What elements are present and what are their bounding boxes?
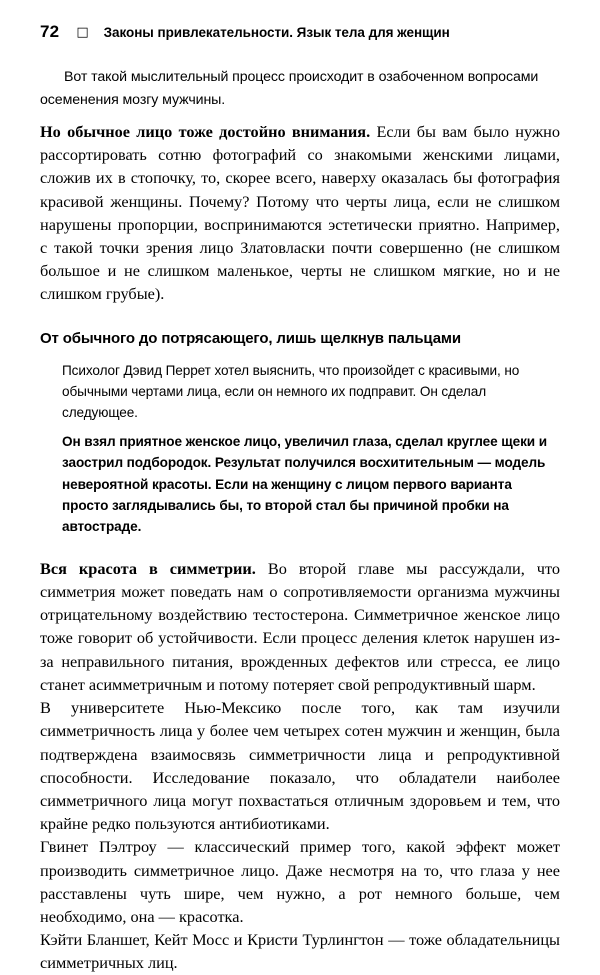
body-paragraph-1 — [40, 120, 560, 306]
paragraph-lead-in: Вся красота в симметрии. — [40, 558, 256, 578]
body-paragraph-5: Кэйти Бланшет, Кейт Мосс и Кристи Турлингтон — тоже обладательницы симметричных лиц. — [40, 930, 560, 973]
paragraph-lead-in: Но обычное лицо тоже достойно внимания. — [40, 122, 371, 141]
callout-block — [40, 360, 560, 538]
paragraph-text: Во второй главе мы рассуждали, что симметрия может поведать нам о сопротивляемости организма мужчины отрицательному воздействию тестостерона. Симметричное женское лицо тоже говорит об устойчивости. Если процесс деления клеток нарушен из-за неправильного питания, врожденных дефектов или стресса, ее лицо станет асимметричным и потому потеряет свой репродуктивный шарм. — [40, 558, 561, 694]
body-paragraph-4: Гвинет Пэлтроу — классический пример того, какой эффект может производить симметричное лицо. Даже несмотря на то, что глаза у нее расставлены чуть шире, чем нужно, а рот немного больше, чем необходимо, она — красотка. — [40, 837, 560, 926]
page-number: 72 — [40, 22, 60, 41]
section-heading: От обычного до потрясающего, лишь щелкнув пальцами — [40, 329, 461, 347]
callout-paragraph-1: Психолог Дэвид Перрет хотел выяснить, что произойдет с красивыми, но обычными чертами лица, если он немного их подправит. Он сделал следующее. — [62, 362, 520, 421]
callout-paragraph-2: Он взял приятное женское лицо, увеличил глаза, сделал круглее щеки и заострил подбородок. Результат получился восхитительным — модель невероятной красоты. Если на женщину с лицом первого варианта просто заглядывались бы, то второй стал бы причиной пробки на автостраде. — [62, 433, 547, 535]
running-title: Законы привлекательности. Язык тела для женщин — [103, 25, 450, 40]
intro-paragraph: Вот такой мыслительный процесс происходит в озабоченном вопросами осеменения мозгу мужчины. — [40, 69, 539, 108]
paragraph-text: Если бы вам было нужно рассортировать сотню фотографий со знакомыми женскими лицами, сложив их в стопочку, то, скорее всего, наверху оказалась бы фотография красивой женщины. Почему? Потому что черты лица, если не слишком нарушены пропорции, воспринимаются эстетически приятно. Например, с такой точки зрения лицо Златовласки почти совершенно (не слишком большое и не слишком маленькое, черты не слишком мягкие, но и не слишком грубые). — [40, 122, 560, 304]
running-head — [40, 22, 560, 42]
body-paragraph-2 — [40, 557, 560, 696]
square-separator-icon: □ — [76, 25, 89, 40]
text-column — [40, 66, 560, 975]
body-paragraph-3: В университете Нью-Мексико после того, как там изучили симметричность лица у более чем четырех сотен мужчин и женщин, была подтверждена взаимосвязь симметричности лица и репродуктивной способности. Исследование показало, что обладатели наиболее симметричного лица могут похвастаться отличным здоровьем и тем, что крайне редко пользуются антибиотиками. — [40, 698, 560, 834]
